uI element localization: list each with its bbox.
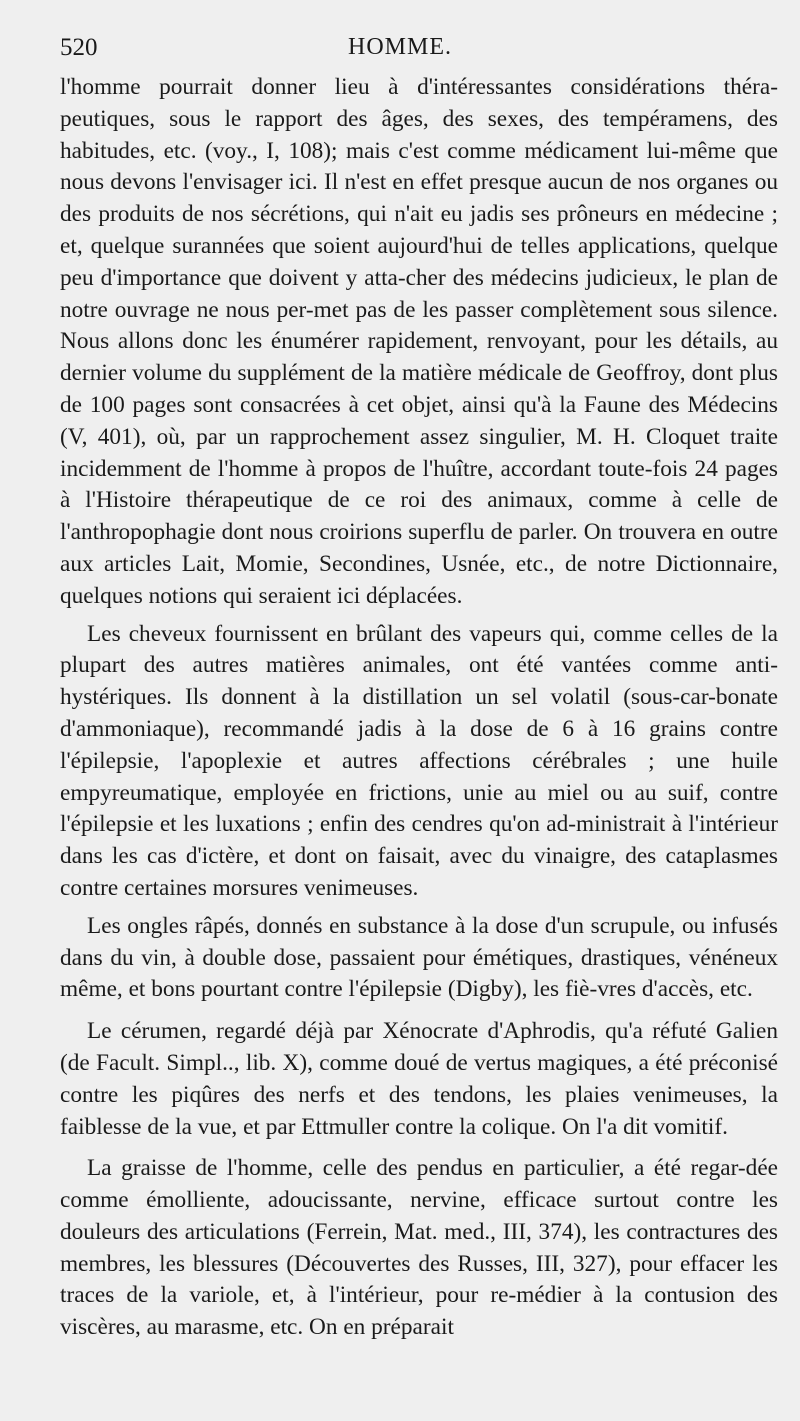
paragraph-cerumen: Le cérumen, regardé déjà par Xénocrate d'Aphrodis, qu'a réfuté Galien (de Facult. Simpl.., lib. X), comme doué de vertus magiques, a été préconisé contre les piqûres des nerfs et des tendons, les plaies venimeuses, la faiblesse de la vue, et par Ettmuller contre la colique. On l'a dit vomitif. <box>60 1018 778 1140</box>
running-title: HOMME. <box>347 34 452 60</box>
body-text <box>60 72 778 1344</box>
paragraph-cheveux: Les cheveux fournissent en brûlant des vapeurs qui, comme celles de la plupart des autres matières animales, ont été vantées comme anti-hystériques. Ils donnent à la distillation un sel volatil (sous-car-bonate d'ammoniaque), recommandé jadis à la dose de 6 à 16 grains contre l'épilepsie, l'apoplexie et autres affections cérébrales ; une huile empyreumatique, employée en frictions, unie au miel ou au suif, contre l'épilepsie et les luxations ; enfin des cendres qu'on ad-ministrait à l'intérieur dans les cas d'ictère, et dont on faisait, avec du vinaigre, des cataplasmes contre certaines morsures venimeuses. <box>60 620 778 901</box>
page-header <box>60 34 740 70</box>
paragraph-ongles: Les ongles râpés, donnés en substance à la dose d'un scrupule, ou infusés dans du vin, à double dose, passaient pour émétiques, drastiques, vénéneux même, et bons pourtant contre l'épilepsie (Digby), les fiè-vres d'accès, etc. <box>60 912 778 1003</box>
paragraph-graisse: La graisse de l'homme, celle des pendus en particulier, a été regar-dée comme émolliente, adoucissante, nervine, efficace surtout contre les douleurs des articulations (Ferrein, Mat. med., III, 374), les contractures des membres, les blessures (Découvertes des Russes, III, 327), pour effacer les traces de la variole, et, à l'intérieur, pour re-médier à la contusion des viscères, au marasme, etc. On en préparait <box>60 1155 778 1341</box>
paragraph-1: l'homme pourrait donner lieu à d'intéressantes considérations théra-peutiques, sous le rapport des âges, des sexes, des tempéramens, des habitudes, etc. (voy., I, 108); mais c'est comme médicament lui-même que nous devons l'envisager ici. Il n'est en effet presque aucun de nos organes ou des produits de nos sécrétions, qui n'ait eu jadis ses prôneurs en médecine ; et, quelque surannées que soient aujourd'hui de telles applications, quelque peu d'importance que doivent y atta-cher des médecins judicieux, le plan de notre ouvrage ne nous per-met pas de les passer complètement sous silence. Nous allons donc les énumérer rapidement, renvoyant, pour les détails, au dernier volume du supplément de la matière médicale de Geoffroy, dont plus de 100 pages sont consacrées à cet objet, ainsi qu'à la Faune des Médecins (V, 401), où, par un rapprochement assez singulier, M. H. Cloquet traite incidemment de l'homme à propos de l'huître, accordant toute-fois 24 pages à l'Histoire thérapeutique de ce roi des animaux, comme à celle de l'anthropophagie dont nous croirions superflu de parler. On trouvera en outre aux articles Lait, Momie, Secondines, Usnée, etc., de notre Dictionnaire, quelques notions qui seraient ici déplacées. <box>60 74 778 609</box>
page-number: 520 <box>60 34 98 61</box>
